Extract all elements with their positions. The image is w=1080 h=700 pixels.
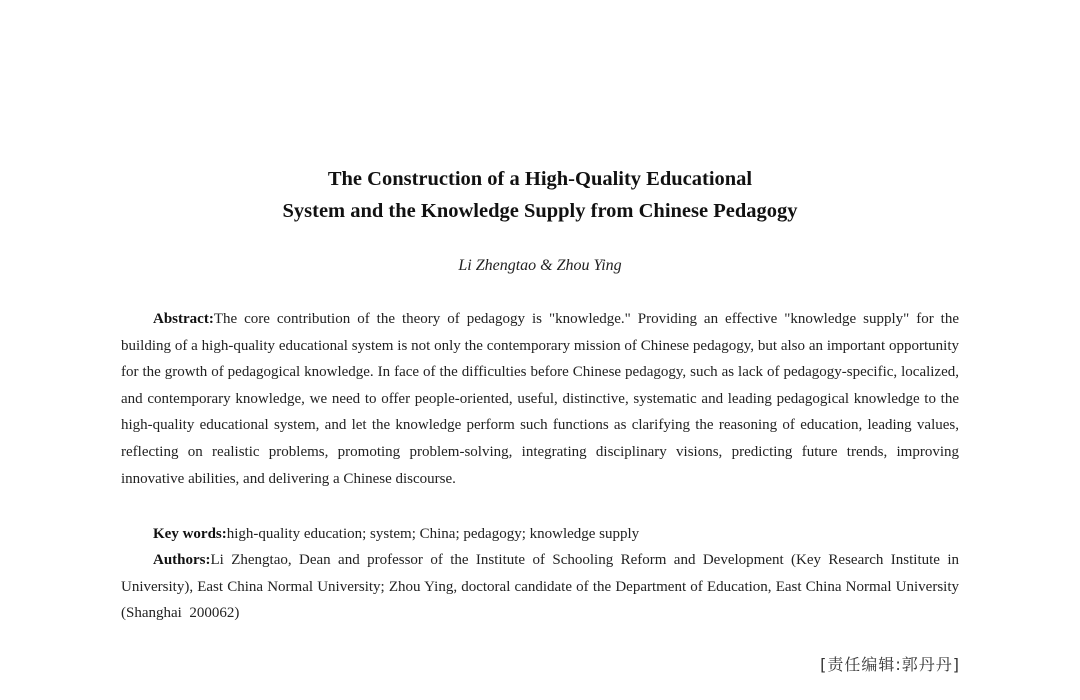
keywords-text: high-quality education; system; China; pedagogy; knowledge supply [226,526,640,542]
abstract-label: Abstract: [153,311,214,327]
keywords-label: Key words: [153,526,227,542]
title-line-1: The Construction of a High-Quality Educational [327,168,753,190]
authors-info-paragraph [121,547,967,627]
keywords-paragraph [121,521,959,548]
title-line-2: System and the Knowledge Supply from Chinese Pedagogy [282,200,798,222]
author-names: Li Zhengtao & Zhou Ying [458,257,622,274]
editor-note: [责任编辑:郭丹丹] [820,655,960,674]
authors-info-text: Li Zhengtao, Dean and professor of the Institute of Schooling Reform and Development (Key Research Institute in University), East China Normal University; Zhou Ying, doctoral candidate of the Department of Education, East China Normal University (Shanghai 200062) [121,552,967,622]
authors-label: Authors: [153,552,211,568]
abstract-text: The core contribution of the theory of pedagogy is "knowledge." Providing an effective "knowledge supply" for the building of a high-quality educational system is not only the contemporary mission of Chinese pedagogy, but also an important opportunity for the growth of pedagogical knowledge. In face of the difficulties before Chinese pedagogy, such as lack of pedagogy-specific, localized, and contemporary knowledge, we need to offer people-oriented, useful, distinctive, systematic and leading pedagogical knowledge to the high-quality educational system, and let the knowledge perform such functions as clarifying the reasoning of education, leading values, reflecting on realistic problems, promoting problem-solving, integrating disciplinary visions, predicting future trends, improving innovative abilities, and delivering a Chinese discourse. [121,311,959,487]
abstract-paragraph [121,306,959,492]
paper-title [0,163,1080,227]
